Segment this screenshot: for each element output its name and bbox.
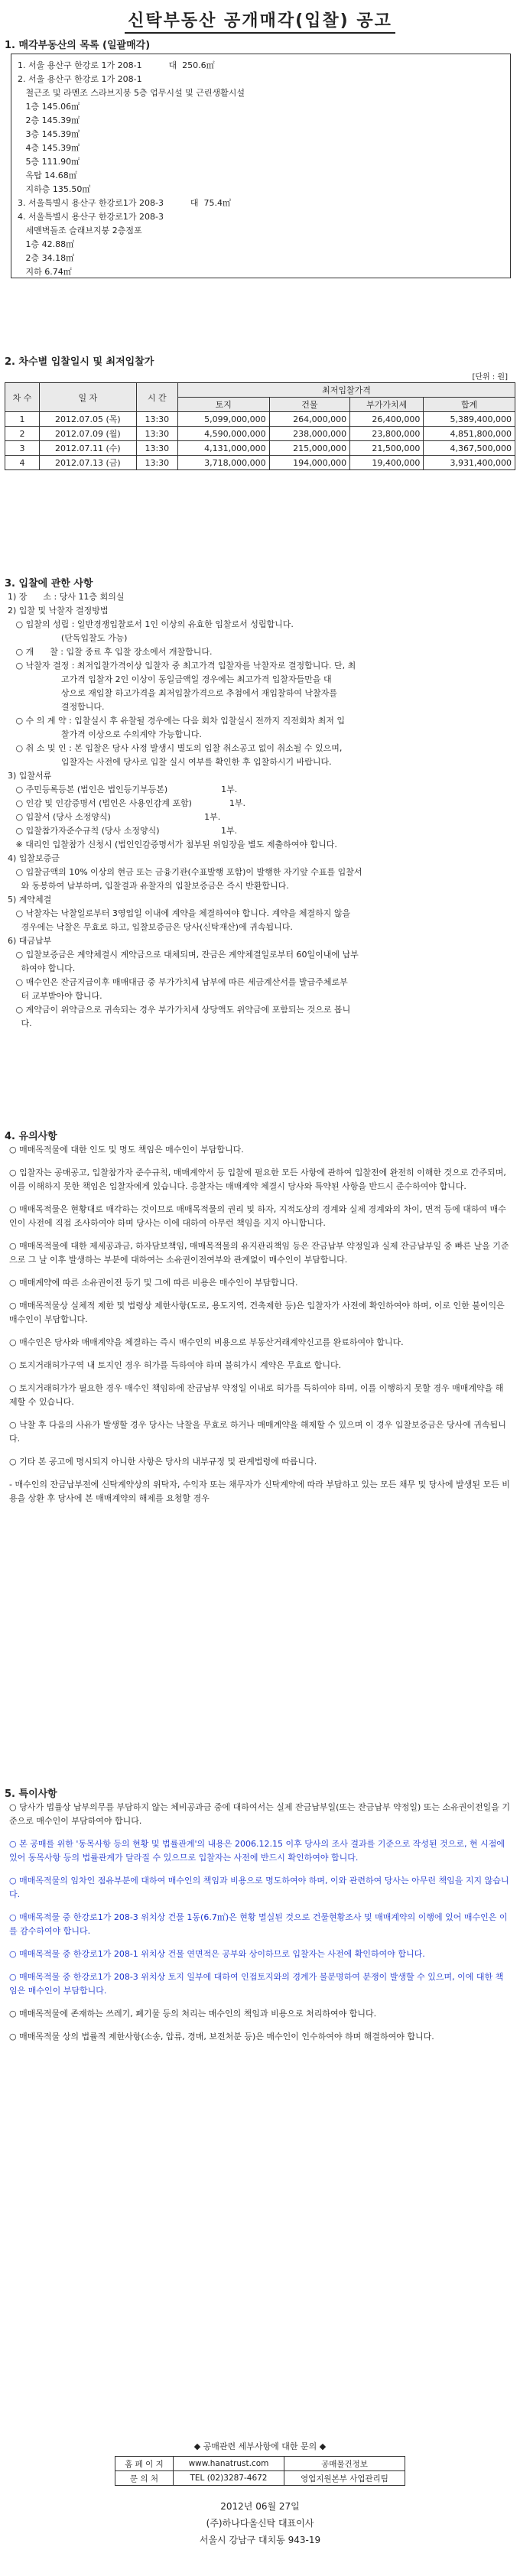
bid-schedule-body (5, 412, 515, 470)
bid-terms (8, 590, 512, 1031)
term-line: ○ 인감 및 인감증명서 (법인은 사용인감계 포함) 1부. (8, 798, 245, 808)
col-total: 합계 (424, 398, 515, 412)
property-line: 세멘벽돌조 슬래브지붕 2층점포 (18, 226, 142, 236)
contact-table (115, 2456, 405, 2486)
table-cell: 194,000,000 (269, 456, 350, 470)
special-note-item: ○ 매매목적물 중 한강로1가 208-3 위치상 건물 1동(6.7㎡)은 현황 멸실된 것으로 건물현황조사 및 매매계약의 이행에 있어 매수인은 이를 감수하여야 합니다. (9, 1912, 508, 1936)
bid-schedule-table (5, 382, 515, 470)
table-cell: 19,400,000 (350, 456, 424, 470)
table-cell: 264,000,000 (269, 412, 350, 427)
contact-cell: 공매물건정보 (284, 2457, 405, 2471)
col-round: 차 수 (5, 383, 40, 412)
special-note-item: ○ 본 공매를 위한 '동목사항 등의 현황 및 법률관계'의 내용은 2006.12.15 이후 당사의 조사 결과를 기준으로 작성된 것으로, 현 시점에 있어 동목사항 등의 법률관계가 달라질 수 있으므로 입찰자는 사전에 반드시 확인하여야 합니다. (9, 1839, 505, 1863)
col-vat: 부가가치세 (350, 398, 424, 412)
table-row (5, 456, 515, 470)
term-line: 찰가격 이상으로 수의계약 가능합니다. (8, 729, 202, 739)
table-row (5, 427, 515, 441)
special-note-item: ○ 매매목적물의 임차인 점유부분에 대하여 매수인의 책임과 비용으로 명도하여야 하며, 이와 관련하여 당사는 아무런 책임을 지지 않습니다. (9, 1876, 509, 1899)
term-line: 터 교부받아야 합니다. (8, 991, 102, 1001)
special-notes (9, 1801, 511, 2053)
table-cell: 4,590,000,000 (178, 427, 270, 441)
table-cell: 21,500,000 (350, 441, 424, 456)
term-line: 다. (8, 1018, 32, 1028)
table-cell: 13:30 (136, 456, 177, 470)
property-line: 1층 42.88㎡ (18, 239, 75, 249)
special-note-item: ○ 매매목적물에 존재하는 쓰레기, 폐기물 등의 처리는 매수인의 책임과 비용으로 처리하여야 합니다. (9, 2009, 377, 2019)
contact-cell: 영업지원본부 사업관리팀 (284, 2471, 405, 2486)
property-line: 4층 145.39㎡ (18, 143, 80, 153)
property-line: 2. 서울 용산구 한강로 1가 208-1 (18, 74, 142, 84)
table-cell: 2 (5, 427, 40, 441)
col-land: 토지 (178, 398, 270, 412)
section-3-heading: 3. 입찰에 관한 사항 (5, 578, 93, 590)
property-line: 5층 111.90㎡ (18, 157, 80, 167)
term-line: ○ 입찰의 성립 : 일반경쟁입찰로서 1인 이상의 유효한 입찰로서 성립합니다. (8, 619, 294, 629)
term-line: ○ 낙찰자는 낙찰일로부터 3영업일 이내에 계약을 체결하여야 합니다. 계약을 체결하지 않을 (8, 908, 351, 918)
property-line: 지하 6.74㎡ (18, 267, 72, 277)
section-4-heading: 4. 유의사항 (5, 1131, 57, 1142)
term-line: ○ 낙찰자 결정 : 최저입찰가격이상 입찰자 중 최고가격 입찰자를 낙찰자로 결정합니다. 단, 최 (8, 661, 356, 671)
table-cell: 3 (5, 441, 40, 456)
notice-date: 2012년 06월 27일 (220, 2501, 300, 2512)
caution-item: ○ 토지거래허가구역 내 토지인 경우 허가를 득하여야 하며 불허가시 계약은 무효로 합니다. (9, 1360, 342, 1370)
col-building: 건물 (269, 398, 350, 412)
section-5-heading: 5. 특이사항 (5, 1788, 57, 1800)
table-cell: 13:30 (136, 427, 177, 441)
table-cell: 1 (5, 412, 40, 427)
property-line: 2층 34.18㎡ (18, 253, 75, 263)
table-cell: 2012.07.13 (금) (40, 456, 137, 470)
term-line: 결정합니다. (8, 702, 105, 712)
caution-list (9, 1143, 511, 1515)
term-line: 3) 입찰서류 (8, 771, 52, 781)
section-1-heading: 1. 매각부동산의 목록 (일괄매각) (5, 40, 151, 51)
term-line: (단독입찰도 가능) (8, 633, 128, 643)
company-address: 서울시 강남구 대치동 943-19 (199, 2535, 321, 2545)
contact-cell[interactable]: www.hanatrust.com (173, 2457, 284, 2471)
term-line: 고가격 입찰자 2인 이상이 동일금액일 경우에는 최고가격 입찰자들만을 대 (8, 674, 332, 684)
special-note-item: ○ 매매목적물 상의 법률적 제한사항(소송, 압류, 경매, 보전처분 등)은 매수인이 인수하여야 하며 해결하여야 합니다. (9, 2032, 434, 2042)
term-line: ○ 계약금이 위약금으로 귀속되는 경우 부가가치세 상당액도 위약금에 포함되는 것으로 봅니 (8, 1005, 351, 1015)
caution-item: ○ 매매계약에 따른 소유권이전 등기 및 그에 따른 비용은 매수인이 부담합니다. (9, 1278, 298, 1288)
term-line: 상으로 재입찰 하고가격을 최저입찰가격으로 추첨에서 재입찰하여 낙찰자를 (8, 688, 337, 698)
property-line: 옥탑 14.68㎡ (18, 171, 77, 180)
contact-row (115, 2471, 405, 2486)
table-cell: 4,131,000,000 (178, 441, 270, 456)
term-line: 2) 입찰 및 낙찰자 결정방법 (8, 606, 109, 616)
term-line: 입찰자는 사전에 당사로 입찰 실시 여부를 확인한 후 입찰하시기 바랍니다. (8, 757, 332, 767)
caution-item: ○ 매매목적물상 실체적 제한 및 법령상 제한사항(도로, 용도지역, 건축제한 등)은 입찰자가 사전에 확인하여야 하며, 이로 인한 불이익은 매수인이 부담합니다. (9, 1301, 505, 1324)
special-note-item: ○ 매매목적물 중 한강로1가 208-3 위치상 토지 일부에 대하여 인접토지와의 경계가 불분명하여 분쟁이 발생할 수 있으며, 이에 대한 책임은 매수인이 부담합니다. (9, 1972, 504, 1996)
caution-item: ○ 매매목적물은 현황대로 매각하는 것이므로 매매목적물의 권리 및 하자, 지적도상의 경계와 실제 경계와의 차이, 면적 등에 대하여 매수인이 사전에 직접 조사하여야 하며 당사는 이에 대하여 아무런 책임을 지지 아니합니다. (9, 1204, 506, 1228)
caution-item: ○ 매매목적물에 대한 제세공과금, 하자담보책임, 매매목적물의 유지관리책임 등은 잔금납부 약정일과 실제 잔금납부일 중 빠른 날을 기준으로 그 날 이후 발생하는 부분에 대하여는 소유권이전여부와 관계없이 매수인이 부담합니다. (9, 1241, 509, 1265)
table-cell: 13:30 (136, 412, 177, 427)
table-cell: 3,931,400,000 (424, 456, 515, 470)
caution-item: ○ 기타 본 공고에 명시되지 아니한 사항은 당사의 내부규정 및 관계법령에 따릅니다. (9, 1457, 317, 1467)
term-line: 하여야 합니다. (8, 963, 76, 973)
table-cell: 5,099,000,000 (178, 412, 270, 427)
term-line: ○ 입찰금액의 10% 이상의 현금 또는 금융기관(수표발행 포함)이 발행한 자기앞 수표를 입찰서 (8, 867, 362, 877)
contact-cell: TEL (02)3287-4672 (173, 2471, 284, 2486)
term-line: 1) 장 소 : 당사 11층 회의실 (8, 592, 125, 602)
caution-item: ○ 낙찰 후 다음의 사유가 발생할 경우 당사는 낙찰을 무효로 하거나 매매계약을 해제할 수 있으며 이 경우 입찰보증금은 당사에 귀속됩니다. (9, 1420, 506, 1444)
section-2-heading: 2. 차수별 입찰일시 및 최저입찰가 (5, 356, 154, 368)
table-cell: 238,000,000 (269, 427, 350, 441)
contact-row (115, 2457, 405, 2471)
table-cell: 2012.07.09 (월) (40, 427, 137, 441)
term-line: ○ 수 의 계 약 : 입찰실시 후 유찰될 경우에는 다음 회차 입찰실시 전까지 직전회차 최저 입 (8, 716, 346, 726)
special-note-item: ○ 매매목적물 중 한강로1가 208-1 위치상 건물 연면적은 공부와 상이하므로 입찰자는 사전에 확인하여야 합니다. (9, 1949, 425, 1959)
term-line: ○ 입찰서 (당사 소정양식) 1부. (8, 812, 221, 822)
inquiry-note: ◆ 공매관련 세부사항에 대한 문의 ◆ (193, 2441, 327, 2451)
contact-cell: 문 의 처 (115, 2471, 174, 2486)
term-line: 6) 대금납부 (8, 936, 52, 946)
property-line: 1. 서울 용산구 한강로 1가 208-1 대 250.6㎡ (18, 60, 215, 70)
term-line: ○ 입찰보증금은 계약체결시 계약금으로 대체되며, 잔금은 계약체결일로부터 60일이내에 납부 (8, 950, 359, 960)
caution-item: ○ 입찰자는 공매공고, 입찰참가자 준수규칙, 매매계약서 등 입찰에 필요한 모든 사항에 관하여 입찰전에 완전히 이해한 것으로 간주되며, 이를 이해하지 못한 책임은 입찰자에게 있습니다. 응찰자는 매매계약 체결시 당사와 특약된 사항을 반드시 준수하여야 합니다. (9, 1168, 506, 1191)
property-line: 지하층 135.50㎡ (18, 184, 91, 194)
table-cell: 23,800,000 (350, 427, 424, 441)
company-name: (주)하나다올신탁 대표이사 (206, 2518, 314, 2529)
table-cell: 4 (5, 456, 40, 470)
table-row (5, 412, 515, 427)
term-line: 4) 입찰보증금 (8, 853, 60, 863)
term-line: ○ 주민등록등본 (법인은 법인등기부등본) 1부. (8, 784, 238, 794)
term-line: ※ 대리인 입찰참가 신청시 (법인인감증명서가 첨부된 위임장을 별도 제출하여야 합니다. (8, 840, 337, 849)
col-min-price: 최저입찰가격 (178, 383, 515, 398)
col-date: 일 자 (40, 383, 137, 412)
table-cell: 26,400,000 (350, 412, 424, 427)
table-cell: 215,000,000 (269, 441, 350, 456)
page-title-text: 신탁부동산 공개매각(입찰) 공고 (125, 11, 395, 34)
caution-item: ○ 매수인은 당사와 매매계약을 체결하는 즉시 매수인의 비용으로 부동산거래계약신고를 완료하여야 합니다. (9, 1337, 404, 1347)
table-cell: 2012.07.05 (목) (40, 412, 137, 427)
table-cell: 5,389,400,000 (424, 412, 515, 427)
term-line: 와 동봉하여 납부하며, 입찰결과 유찰자의 입찰보증금은 즉시 반환합니다. (8, 881, 289, 891)
term-line: 5) 계약체결 (8, 895, 52, 905)
property-line: 3층 145.39㎡ (18, 129, 80, 139)
property-line: 2층 145.39㎡ (18, 115, 80, 125)
property-line: 4. 서울특별시 용산구 한강로1가 208-3 (18, 212, 164, 222)
page-title (0, 8, 520, 31)
caution-item: ○ 매매목적물에 대한 인도 및 명도 책임은 매수인이 부담합니다. (9, 1145, 244, 1155)
term-line: ○ 입찰참가자준수규칙 (당사 소정양식) 1부. (8, 826, 238, 836)
caution-item: ○ 토지거래허가가 필요한 경우 매수인 책임하에 잔금납부 약정일 이내로 허가를 득하여야 하며, 이를 이행하지 못할 경우 매매계약을 해제할 수 있습니다. (9, 1383, 504, 1407)
property-list (18, 59, 245, 279)
caution-item: - 매수인의 잔금납부전에 신탁계약상의 위탁자, 수익자 또는 채무자가 신탁계약에 따라 부담하고 있는 모든 채무 및 당사에 발생된 모든 비용을 상환 후 당사에 본 매매계약의 해제를 요청할 경우 (9, 1480, 510, 1503)
unit-label: [단위 : 원] (472, 373, 508, 382)
term-line: ○ 개 찰 : 입찰 종료 후 입찰 장소에서 개찰합니다. (8, 647, 213, 657)
term-line: ○ 취 소 및 인 : 본 입찰은 당사 사정 발생시 별도의 입찰 취소공고 없이 취소될 수 있으며, (8, 743, 343, 753)
property-list-box (11, 54, 511, 278)
table-cell: 4,851,800,000 (424, 427, 515, 441)
table-cell: 2012.07.11 (수) (40, 441, 137, 456)
contact-cell: 홈 페 이 지 (115, 2457, 174, 2471)
property-line: 3. 서울특별시 용산구 한강로1가 208-3 대 75.4㎡ (18, 198, 232, 208)
col-time: 시 간 (136, 383, 177, 412)
table-cell: 4,367,500,000 (424, 441, 515, 456)
property-line: 1층 145.06㎡ (18, 102, 80, 112)
property-line: 철근조 및 라멘조 스라브지붕 5층 업무시설 및 근린생활시설 (18, 88, 245, 98)
term-line: 경우에는 낙찰은 무효로 하고, 입찰보증금은 당사(신탁재산)에 귀속됩니다. (8, 922, 293, 932)
table-row (5, 441, 515, 456)
term-line: ○ 매수인은 잔금지급이후 매매대금 중 부가가치세 납부에 따른 세금계산서를 발급주체로부 (8, 977, 348, 987)
special-note-item: ○ 당사가 법률상 납부의무를 부담하지 않는 체비공과금 중에 대하여서는 실제 잔금납부일(또는 잔금납부 약정일) 또는 소유권이전일을 기준으로 매수인이 부담하여야 합니다. (9, 1802, 511, 1826)
table-cell: 3,718,000,000 (178, 456, 270, 470)
table-cell: 13:30 (136, 441, 177, 456)
